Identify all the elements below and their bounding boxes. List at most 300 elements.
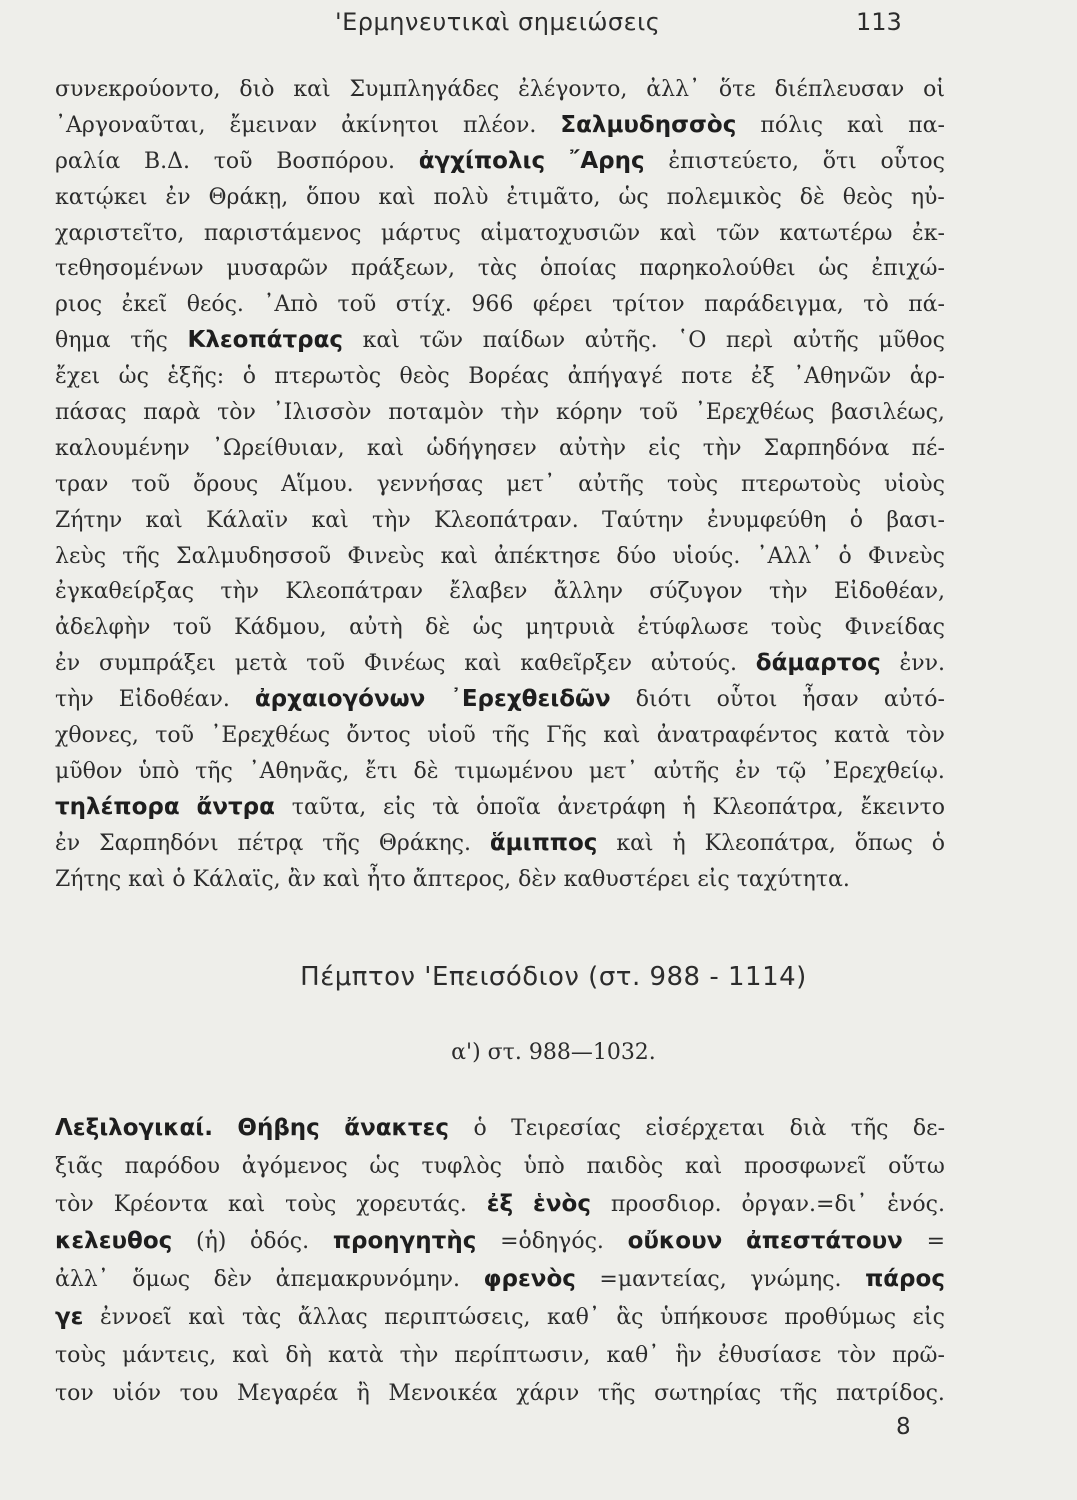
text-line (55, 682, 945, 718)
word: τοὺς (55, 1342, 107, 1368)
word: ξιᾶς (55, 1153, 103, 1179)
word: ἐπιστεύετο, (668, 148, 800, 174)
word: του (179, 1380, 219, 1406)
word: δὲν (213, 1267, 253, 1293)
word: πολὺ (433, 184, 489, 210)
word: Κλεοπάτρα, (704, 830, 836, 856)
word: ἁρ- (909, 364, 945, 390)
word: οὗτος (880, 148, 945, 174)
word: πάσας (55, 400, 127, 426)
word: Συμπληγάδες (349, 77, 500, 102)
word: ἦσαν (802, 687, 859, 713)
text-line (55, 574, 945, 610)
word: παρόδου (124, 1153, 221, 1179)
word: αὐτό- (883, 687, 945, 713)
word: μετ᾿ (506, 471, 556, 497)
word: ἄπτερος, (412, 866, 512, 892)
word: καὶ (366, 435, 405, 461)
word: ὡδήγησεν (426, 435, 537, 461)
text-line (55, 359, 945, 395)
word: αὐτῆς. (584, 328, 658, 354)
word: ὁποίας (539, 256, 617, 282)
word: ἐλέγοντο, (518, 77, 628, 102)
word: ἐκ- (911, 220, 945, 246)
word: τὴν (220, 579, 260, 605)
word: ῾Ο (677, 328, 707, 354)
word: καὶ (378, 184, 416, 210)
word: ἀπέκτησε (494, 543, 601, 569)
word: αὐτὴν (559, 435, 626, 461)
word: Εἰδοθέαν, (833, 579, 945, 605)
lemma-term: ἄντρα (196, 793, 275, 820)
word: καὶ (603, 723, 641, 749)
word: τῆς (597, 1380, 636, 1406)
text-line (55, 718, 945, 754)
text-line (55, 862, 945, 898)
word: σωτηρίας (654, 1380, 762, 1406)
word: ἐν (735, 758, 761, 784)
text-line (55, 323, 945, 359)
word: Φινείδας (844, 615, 945, 641)
word: ᾿Ιλισσὸν (272, 400, 372, 426)
word: ηὐ- (910, 184, 945, 210)
section-heading: Πέμπτον 'Επεισόδιον (στ. 988 - 1114) (300, 962, 807, 992)
text-line (55, 180, 945, 216)
word: ὁ (242, 364, 256, 390)
lemma-term: ᾿Ερεχθειδῶν (450, 686, 611, 713)
word: μῦθος (878, 328, 945, 354)
text-line (55, 251, 945, 287)
lemma-term: ῎Αρης (568, 147, 645, 174)
word: χάριν (516, 1380, 580, 1406)
text-line (55, 287, 945, 323)
word: πέτρᾳ (237, 830, 304, 856)
word: λεὺς (55, 543, 107, 569)
word: ἀγόμενος (241, 1153, 348, 1179)
word: καὶ (440, 543, 478, 569)
word: τοῦ (131, 471, 171, 497)
word: Μενοικέα (388, 1380, 498, 1406)
word: θεός. (186, 292, 244, 318)
word: Σαλμυδησσοῦ (176, 543, 332, 569)
word: ἑνός. (887, 1191, 945, 1217)
word: τῆς (492, 723, 530, 749)
word: τῆς (130, 328, 168, 354)
word: τεθησομένων (55, 256, 204, 282)
word: τοῦ (639, 400, 679, 426)
word: παράδειγμα, (704, 292, 844, 318)
word: αὐτῆς (792, 328, 859, 354)
word: τῆς (850, 1116, 889, 1141)
word: ταχύτητα. (736, 866, 850, 892)
word: ὡς (118, 364, 149, 390)
word: ἂν (287, 866, 316, 892)
text-line (55, 1223, 945, 1261)
word: ᾿Ερεχθείῳ. (821, 758, 945, 784)
word: ἐθυσίασε (717, 1342, 822, 1368)
word: θημα (55, 328, 111, 354)
word: υἱόν (112, 1380, 161, 1406)
word: τὸν (906, 723, 945, 749)
word: ἐνν. (899, 651, 945, 677)
word: τὸν (837, 1342, 877, 1368)
lemma-term: οὔκουν (627, 1228, 723, 1255)
word: περὶ (725, 328, 774, 354)
word: πτερωτὸς (274, 364, 382, 390)
word: ἔχει (55, 364, 101, 390)
word: οὗτοι (716, 687, 778, 713)
word: βασιλέως, (831, 400, 945, 426)
word: τοὺς (285, 1191, 337, 1217)
word: σύζυγον (649, 579, 743, 605)
word: ᾿Ωρείθυιαν, (212, 435, 345, 461)
word: τὴν (702, 435, 742, 461)
lemma-term: ἀγχίπολις (418, 147, 546, 174)
word: τῶν (419, 328, 463, 354)
word: αὐτούς. (650, 651, 738, 677)
word: ταῦτα, (291, 794, 367, 820)
word: τῆς (322, 830, 360, 856)
word: ἡ (672, 830, 686, 856)
word: ἐξ (750, 364, 775, 390)
word: δε- (912, 1116, 945, 1141)
word: ὁ (473, 1116, 487, 1141)
text-line (55, 108, 945, 144)
text-line (55, 1299, 945, 1337)
word: ὁ (931, 830, 945, 856)
lemma-term: κελευθος (55, 1228, 173, 1255)
word: μάντεις, (122, 1342, 217, 1368)
word: (ἡ) (195, 1229, 227, 1255)
word: μητρυιὰ (525, 615, 615, 641)
word: ἀπεμακρυνόμην. (275, 1267, 460, 1293)
word: Θράκῃ, (208, 184, 289, 210)
word: θεὸς (842, 184, 893, 210)
word: παιδὸς (586, 1153, 664, 1179)
lemma-term: φρενὸς (483, 1266, 576, 1293)
word: πατρίδος. (836, 1380, 945, 1406)
word: ᾿Αργοναῦται, (55, 112, 206, 138)
word: τῶν (716, 220, 760, 246)
word: γνώμης. (750, 1267, 842, 1293)
word: ἐγκαθείρξας (55, 579, 195, 605)
word: πόλις (760, 112, 823, 138)
word: Σαρπηδόνι (99, 830, 219, 856)
word: ἄλλας (297, 1304, 368, 1330)
word: ραλία (55, 148, 121, 174)
word: χαριστεῖτο, (55, 220, 185, 246)
word: ὑπὸ (138, 758, 180, 784)
word: ποτε (681, 364, 733, 390)
word: τρίτον (612, 292, 685, 318)
word: πτερωτοὺς (741, 471, 862, 497)
word: ἢ (356, 1380, 370, 1406)
word: = (926, 1229, 945, 1255)
word: τοὺς (770, 615, 822, 641)
word: ἀκίνητοι (341, 112, 440, 138)
word: προσφωνεῖ (743, 1153, 867, 1179)
lemma-term: Θήβης (237, 1115, 320, 1141)
word: καὶ (685, 1153, 723, 1179)
word: μυσαρῶν (226, 256, 329, 282)
word: δὲν (518, 866, 557, 892)
word: Εἰδοθέαν. (118, 687, 230, 713)
word: μάρτυς (380, 220, 461, 246)
word: διὰ (789, 1116, 827, 1141)
word: Κλεοπάτραν (285, 579, 423, 605)
lemma-term: ἀπεστάτουν (745, 1228, 903, 1255)
text-line (55, 826, 945, 862)
word: ἀνετράφη (557, 794, 666, 820)
word: ἐκεῖ (121, 292, 168, 318)
lexical-notes-paragraph (55, 1110, 945, 1412)
word: διέπλευσαν (774, 77, 905, 102)
word: ὁδός. (250, 1229, 310, 1255)
word: Φινέως (363, 651, 446, 677)
text-line (55, 1186, 945, 1224)
word: εἰς (912, 1304, 945, 1330)
word: τοῦ (172, 615, 212, 641)
word: Κρέοντα (113, 1191, 209, 1217)
word: στίχ. (395, 292, 452, 318)
word: τον (55, 1380, 94, 1406)
word: ριος (55, 292, 103, 318)
word: τὰ (432, 794, 460, 820)
word: δὲ (425, 615, 451, 641)
word: υἱοῦ (427, 723, 476, 749)
word: ᾿Αθηνᾶς, (248, 758, 350, 784)
text-line (55, 431, 945, 467)
word: Βορέας (468, 364, 550, 390)
word: υἱοὺς (884, 471, 945, 497)
text-line (55, 503, 945, 539)
word: Κλεοπάτραν. (434, 507, 579, 533)
word: προθύμως (784, 1304, 897, 1330)
word: τοῦ (337, 292, 377, 318)
word: γεννήσας (376, 471, 484, 497)
word: ὅπου (306, 184, 361, 210)
word: αὐτὴ (349, 615, 403, 641)
word: ὁποῖα (476, 794, 541, 820)
word: εἰς (648, 435, 681, 461)
word: καὶ (128, 866, 166, 892)
word: κατῴκει (55, 184, 148, 210)
text-line (55, 1337, 945, 1375)
word: ἐτύφλωσε (637, 615, 749, 641)
word: ὡς (369, 1153, 400, 1179)
word: καὶ (232, 1342, 270, 1368)
word: ὑπὸ (523, 1153, 565, 1179)
word: τυφλὸς (421, 1153, 502, 1179)
word: εἰσέρχεται (645, 1116, 766, 1141)
word: χορευτάς. (356, 1191, 467, 1217)
word: ἀνατραφέντος (656, 723, 818, 749)
word: 966 (471, 292, 514, 318)
word: Τειρεσίας (511, 1116, 621, 1141)
word: ἐν (55, 830, 81, 856)
word: καὶ (322, 866, 361, 892)
signature-mark: 8 (896, 1414, 911, 1440)
word: καθ᾿ (546, 1304, 600, 1330)
text-line (55, 144, 945, 180)
word: =ὁδηγός. (500, 1229, 604, 1255)
word: ᾿Αλλ᾿ (756, 543, 823, 569)
word: πλέον. (463, 112, 537, 138)
word: συνεκρούοντο, (55, 77, 221, 102)
lemma-term: πάρος (865, 1266, 945, 1293)
word: ἣν (675, 1342, 702, 1368)
word: τοὺς (666, 471, 719, 497)
word: διὸ (239, 77, 275, 102)
word: Κάλαϊν (206, 507, 289, 533)
word: φέρει (532, 292, 593, 318)
word: καθ᾿ (606, 1342, 660, 1368)
word: ὅτε (718, 77, 756, 102)
word: πολεμικὸς (666, 184, 782, 210)
word: κατὰ (327, 1342, 384, 1368)
word: τῷ (776, 758, 807, 784)
running-title: 'Ερμηνευτικαὶ σημειώσεις (335, 8, 661, 36)
word: τραν (55, 471, 109, 497)
word: τῆς (779, 1380, 818, 1406)
word: οὕτω (888, 1153, 945, 1179)
word: κόρην (556, 400, 623, 426)
word: τὴν (372, 507, 411, 533)
word: ἐν (165, 184, 191, 210)
lemma-term: προηγητὴς (332, 1228, 477, 1255)
word: εἰς (383, 794, 416, 820)
word: παρηκολούθει (639, 256, 796, 282)
word: θεὸς (399, 364, 450, 390)
word: καὶ (228, 1191, 266, 1217)
word: πέ- (911, 435, 945, 461)
commentary-paragraph (55, 72, 945, 897)
word: ὀργαν.=δι᾿ (741, 1191, 868, 1217)
word: Κάδμου, (234, 615, 327, 641)
word: ὡς (818, 256, 849, 282)
word: δὲ (413, 758, 439, 784)
word: συμπράξει (98, 651, 217, 677)
text-line (55, 1261, 945, 1299)
word: καὶ (362, 328, 400, 354)
word: περίπτωσιν, (454, 1342, 591, 1368)
word: περιπτώσεις, (384, 1304, 531, 1330)
text-line (55, 790, 945, 826)
running-head (0, 8, 1077, 48)
lemma-term: Σαλμυδησσὸς (560, 111, 737, 138)
lemma-term: ἅμιππος (489, 829, 598, 856)
text-line (55, 539, 945, 575)
word: ᾿Αθηνῶν (793, 364, 892, 390)
word: τῆς (195, 758, 233, 784)
word: Μεγαρέα (236, 1380, 339, 1406)
word: ἀλλ᾿ (646, 77, 701, 102)
word: τὴν (768, 579, 808, 605)
word: τοῦ (155, 723, 195, 749)
word: καθεῖρξεν (520, 651, 632, 677)
lemma-term: ἄνακτες (344, 1115, 449, 1141)
word: ἐν (55, 651, 81, 677)
word: ὅτι (822, 148, 857, 174)
word: ὡς (618, 184, 649, 210)
word: τὸν (217, 400, 256, 426)
word: Φινεὺς (347, 543, 425, 569)
word: ἔκειντο (860, 794, 945, 820)
word: καὶ (145, 507, 183, 533)
word: ὄρους (193, 471, 259, 497)
word: ἃς (616, 1304, 644, 1330)
text-line (55, 1148, 945, 1186)
word: ποταμὸν (388, 400, 484, 426)
word: ὑπήκουσε (659, 1304, 768, 1330)
word: ὅμως (132, 1267, 191, 1293)
lemma-term: γε (55, 1303, 84, 1330)
section-subheading: α') στ. 988—1032. (451, 1040, 656, 1065)
word: διότι (635, 687, 692, 713)
word: καὶ (616, 830, 654, 856)
word: καὶ (659, 220, 697, 246)
word: Ταύτην (602, 507, 684, 533)
word: πα- (908, 112, 945, 138)
word: προσδιορ. (610, 1191, 722, 1217)
lemma-term: ἐξ (486, 1190, 514, 1217)
text-line (55, 72, 945, 108)
word: ἐπιχώ- (871, 256, 945, 282)
word: τιμωμένου (454, 758, 574, 784)
word: Σαρπηδόνα (763, 435, 890, 461)
word: υἱούς. (672, 543, 741, 569)
word: Γῆς (546, 723, 587, 749)
word: ἀλλ᾿ (55, 1267, 109, 1293)
word: δὲ (799, 184, 825, 210)
word: Ζήτην (55, 507, 123, 533)
word: τὸ (863, 292, 889, 318)
text-line (55, 754, 945, 790)
text-line (55, 1375, 945, 1413)
word: Κλεοπάτρα, (712, 794, 844, 820)
word: ἀδελφὴν (55, 615, 151, 641)
word: παίδων (482, 328, 566, 354)
word: πράξεων, (350, 256, 455, 282)
word: ἐννοεῖ (99, 1304, 172, 1330)
text-line (55, 467, 945, 503)
word: μετὰ (234, 651, 288, 677)
word: ἔτι (365, 758, 398, 784)
word: τὴν (500, 400, 540, 426)
lemma-term: ἑνὸς (533, 1190, 591, 1217)
text-line (55, 610, 945, 646)
word: ἔμειναν (229, 112, 318, 138)
lemma-term: τηλέπορα (55, 793, 180, 820)
word: μῦθον (55, 758, 123, 784)
word: καὶ (464, 651, 502, 677)
text-line (55, 216, 945, 252)
word: αὐτῆς (578, 471, 644, 497)
word: Βοσπόρου. (276, 148, 395, 174)
word: τὸν (55, 1191, 94, 1217)
word: τῆς (122, 543, 160, 569)
word: ἐνυμφεύθη (707, 507, 827, 533)
word: ὅπως (854, 830, 913, 856)
word: τὰς (477, 256, 518, 282)
word: παρὰ (143, 400, 201, 426)
word: δύο (616, 543, 657, 569)
word: τὴν (399, 1342, 439, 1368)
text-line (55, 1110, 945, 1148)
word: ἡ (682, 794, 696, 820)
word: αἱματοχυσιῶν (480, 220, 641, 246)
word: ἑξῆς: (167, 364, 225, 390)
